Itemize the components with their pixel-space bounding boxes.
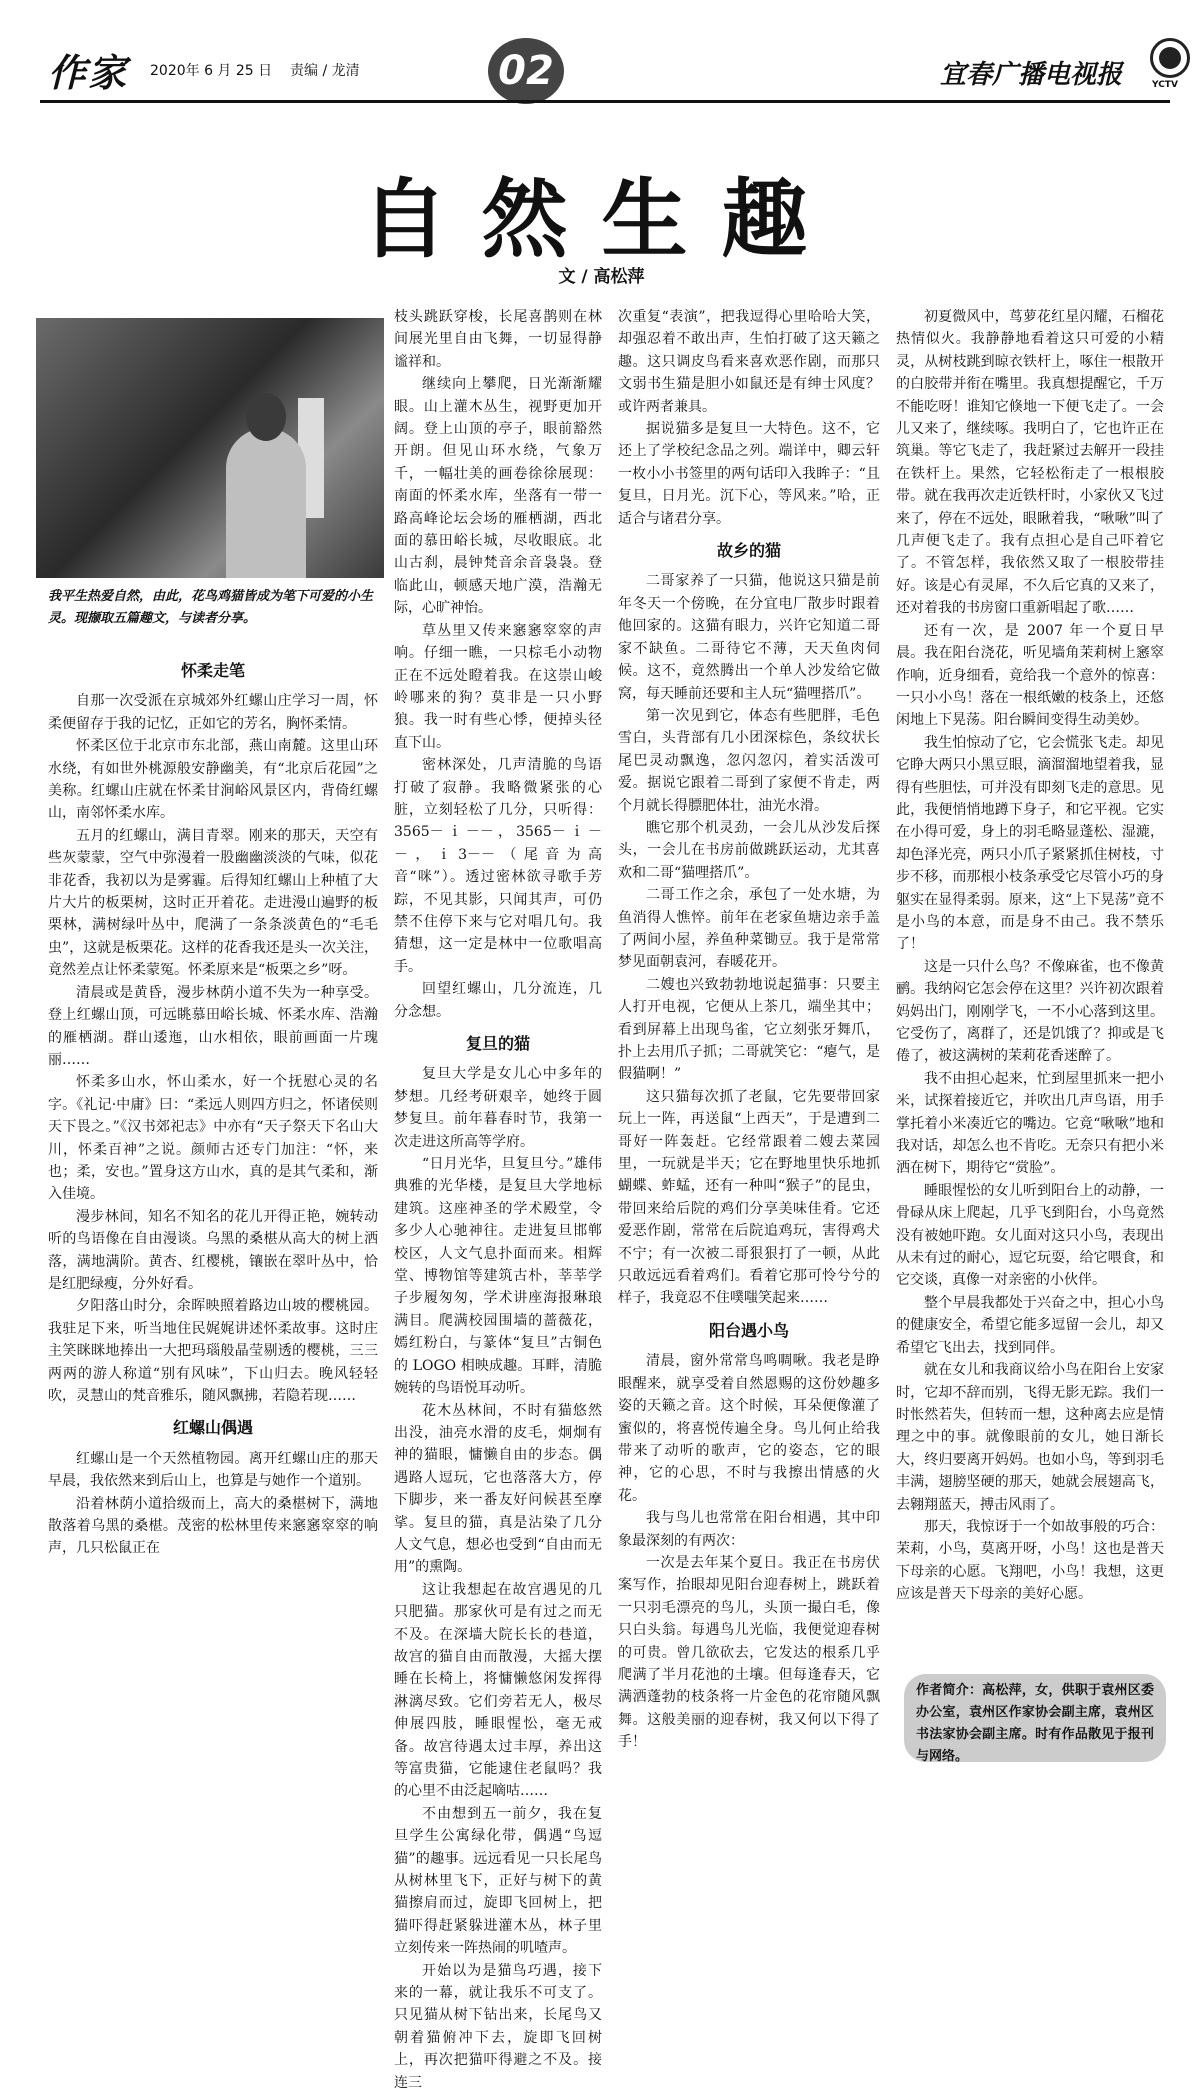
paragraph: 这是一只什么鸟？不像麻雀，也不像黄鹂。我纳闷它怎会停在这里？兴许初次跟着妈妈出门，刚刚学飞，一不小心落到这里。它受伤了，离群了，还是饥饿了？抑或是飞倦了，被这满树的茉莉花香迷醉了。 (896, 958, 1164, 1065)
paragraph: 这让我想起在故宫遇见的几只肥猫。那家伙可是有过之而无不及。在深墙大院长长的巷道，故宫的猫自由而散漫，大摇大摆睡在长椅上，将慵懒悠闲发挥得淋漓尽致。它们旁若无人，极尽伸展四肢，睡眼惺忪，毫无戒备。故宫待遇太过丰厚，养出这等富贵猫，它能逮住老鼠吗？我的心里不由泛起嘀咕…… (394, 1581, 602, 1800)
paragraph: 草丛里又传来窸窸窣窣的声响。仔细一瞧，一只棕毛小动物正在不远处瞪着我。在这崇山峻岭哪来的狗？莫非是一只小野狼。我一时有些心悸，便掉头径直下山。 (394, 622, 602, 751)
photo-person-head (246, 393, 286, 441)
paragraph: 我生怕惊动了它，它会慌张飞走。却见它睁大两只小黑豆眼，滴溜溜地望着我，显得有些胆怯，可并没有即刻飞走的意思。见此，我便悄悄地蹲下身子，和它平视。它实在小得可爱，身上的羽毛略显蓬松、湿漉，却色泽光亮，两只小爪子紧紧抓住树枝，寸步不移，而那根小枝条承受它尽管小巧的身躯实在显得柔弱。原来，这“上下晃荡”竟不是小鸟的本意，而是身不由己。我不禁乐了！ (896, 734, 1164, 953)
paragraph: 二哥工作之余，承包了一处水塘，为鱼消得人憔悴。前年在老家鱼塘边亲手盖了两间小屋，养鱼种菜锄豆。我于是常常梦见面朝袁河，春暖花开。 (618, 887, 880, 971)
paragraph: 清晨或是黄昏，漫步林荫小道不失为一种享受。登上红螺山顶，可远眺慕田峪长城、怀柔水库、浩瀚的雁栖湖。群山逶迤，山水相依，眼前画面一片瑰丽…… (48, 984, 378, 1068)
logo-text: YCTV (1152, 80, 1178, 90)
section-heading: 怀柔走笔 (180, 661, 245, 680)
masthead-rule (40, 100, 1170, 103)
paragraph: 次重复“表演”，把我逗得心里哈哈大笑，却强忍着不敢出声，生怕打破了这天籁之趣。这只调皮鸟看来喜欢恶作剧，而那只文弱书生猫是胆小如鼠还是有绅士风度？或许两者兼具。 (618, 309, 880, 415)
paragraph: 五月的红螺山，满目青翠。刚来的那天，天空有些灰蒙蒙，空气中弥漫着一股幽幽淡淡的气味，似花非花香，我初以为是雾霾。后得知红螺山上种植了大片大片的板栗树，这时正开着花。走进漫山遍野的板栗林，满树绿叶丛中，爬满了一条条淡黄色的“毛毛虫”，这就是板栗花。这样的花香我还是头一次关注，竟然差点让怀柔蒙冤。怀柔原来是“板栗之乡”呀。 (48, 827, 378, 979)
paragraph: 二嫂也兴致勃勃地说起猫事：只要主人打开电视，它便从上茶几，端坐其中；看到屏幕上出现鸟雀，它立刻张牙舞爪，扑上去用爪子抓；二哥就笑它：“瘪气，是假猫啊！” (618, 976, 880, 1083)
article-title: 自然生趣 (361, 170, 842, 270)
paragraph: 枝头跳跃穿梭，长尾喜鹊则在林间展光里自由飞舞，一切显得静谧祥和。 (394, 309, 602, 370)
author-bio: 作者简介：高松萍，女，供职于袁州区委办公室，袁州区作家协会副主席，袁州区书法家协会副主席。时有作品散见于报刊与网络。 (904, 1674, 1166, 1762)
paragraph: 夕阳落山时分，余晖映照着路边山坡的樱桃园。我驻足下来，听当地住民娓娓讲述怀柔故事。这时庄主笑眯眯地捧出一大把玛瑙般晶莹剔透的樱桃，三三两两的游人称道“别有风味”，下山归去。晚风轻轻吹，灵慧山的梵音雅乐，随风飘拂，若隐若现…… (48, 1298, 378, 1404)
paragraph: 我不由担心起来，忙到屋里抓来一把小米，试探着接近它，并吹出几声鸟语，用手掌托着小米凑近它的嘴边。它竟“啾啾”地和我对话，却怎么也不肯吃。无奈只有把小米洒在树下，期待它“赏脸”。 (896, 1070, 1164, 1177)
paragraph: 怀柔区位于北京市东北部，燕山南麓。这里山环水绕，有如世外桃源般安静幽美，有“北京后花园”之美称。红螺山庄就在怀柔甘涧峪风景区内，背倚红螺山，南邻怀柔水库。 (48, 738, 378, 822)
paper-name: 宜春广播电视报 (940, 60, 1123, 90)
masthead (0, 0, 1203, 110)
paragraph: 一次是去年某个夏日。我正在书房伏案写作，抬眼却见阳台迎春树上，跳跃着一只羽毛漂亮的鸟儿，头顶一撮白毛，像只白头翁。每遇鸟儿光临，我便觉迎春树的可贵。曾几欲砍去，它发达的根系几乎爬满了半月花池的土壤。但每逢春天，它满洒蓬勃的枝条将一片金色的花帘随风飘舞。这般美丽的迎春树，我又何以下得了手！ (618, 1554, 880, 1751)
paragraph: 怀柔多山水，怀山柔水，好一个抚慰心灵的名字。《礼记·中庸》曰：“柔远人则四方归之，怀诸侯则天下畏之。”《汉书郊祀志》中亦有“天子祭天下名山大川，怀柔百神”之说。颜师古还专门加注：“怀，来也；柔，安也。”置身这方山水，真的是其气柔和，渐入佳境。 (48, 1074, 378, 1203)
issue-date: 2020年 6 月 25 日 (150, 63, 273, 79)
paragraph: 清晨，窗外常常鸟鸣啁啾。我老是睁眼醒来，就享受着自然恩赐的这份妙趣多姿的天籁之音。这个时候，耳朵便像灌了蜜似的，将喜悦传遍全身。鸟儿何止给我带来了动听的歌声，它的姿态，它的眼神，它的心思，不时与我擦出情感的火花。 (618, 1353, 880, 1504)
paragraph: 这只猫每次抓了老鼠，它先要带回家玩上一阵，再送鼠“上西天”，于是遭到二哥好一阵轰赶。它经常跟着二嫂去菜园里，一玩就是半天；它在野地里快乐地抓蝴蝶、蚱蜢，还有一种叫“猴子”的昆虫，带回来给后院的鸡们分享美味佳肴。它还爱恶作剧，常常在后院追鸡玩，害得鸡犬不宁；有一次被二哥狠狠打了一顿，从此只敢远远看着鸡们。看着它那可怜兮兮的样子，我竟忍不住噗嗤笑起来…… (618, 1088, 880, 1307)
paragraph: 漫步林间，知名不知名的花儿开得正艳，婉转动听的鸟语像在自由漫谈。乌黑的桑椹从高大的树上洒落，满地满阶。黄杏、红樱桃，镶嵌在翠叶丛中，恰是红肥绿瘦，分外好看。 (48, 1208, 378, 1292)
paragraph: 自那一次受派在京城郊外红螺山庄学习一周，怀柔便留存于我的记忆，正如它的芳名，胸怀柔情。 (48, 693, 378, 732)
paragraph: 瞧它那个机灵劲，一会儿从沙发后探头，一会儿在书房前做跳跃运动，尤其喜欢和二哥“猫哩搭爪”。 (618, 819, 880, 881)
article-column-3 (618, 306, 880, 1754)
photo-caption: 我平生热爱自然，由此，花鸟鸡猫皆成为笔下可爱的小生灵。现撷取五篇趣文，与读者分享。 (48, 589, 374, 626)
editor-credit: 责编 / 龙清 (290, 63, 360, 79)
paragraph: 沿着林荫小道拾级而上，高大的桑椹树下，满地散落着乌黑的桑椹。茂密的松林里传来窸窸窣窣的响声，几只松鼠正在 (48, 1495, 378, 1557)
paragraph: 整个早晨我都处于兴奋之中，担心小鸟的健康安全，希望它能多逗留一会儿，却又希望它飞出去，找到同伴。 (896, 1294, 1164, 1356)
paragraph: 红螺山是一个天然植物园。离开红螺山庄的那天早晨，我依然来到后山上，也算是与她作一个道别。 (48, 1450, 378, 1490)
paragraph: 就在女儿和我商议给小鸟在阳台上安家时，它却不辞而别，飞得无影无踪。我们一时怅然若失，但转而一想，这种离去应是情理之中的事。就像眼前的女儿，她日渐长大，终归要离开妈妈。也如小鸟，等到羽毛丰满，翅膀坚硬的那天，她就会展翅高飞，去翱翔蓝天，搏击风雨了。 (896, 1362, 1164, 1513)
yctv-logo-icon (1150, 38, 1190, 78)
section-heading: 阳台遇小鸟 (708, 1320, 789, 1340)
section-heading: 复旦的猫 (465, 1034, 530, 1053)
paragraph: 那天，我惊讶于一个如故事般的巧合：茉莉，小鸟，莫离开呀，小鸟！这也是普天下母亲的心愿。飞翔吧，小鸟！我想，这更应该是普天下母亲的美好心愿。 (896, 1518, 1164, 1603)
section-heading: 故乡的猫 (716, 541, 781, 561)
article-column-4 (896, 306, 1164, 1606)
paragraph: 花木丛林间，不时有猫悠然出没，油亮水滑的皮毛，炯炯有神的猫眼，慵懒自由的步态。偶遇路人逗玩，它也落落大方，停下脚步，来一番友好问候甚至摩挲。复旦的猫，真是沾染了几分人文气息，想必也受到“自由而无用”的熏陶。 (394, 1402, 602, 1576)
page-number: 02 (488, 38, 564, 104)
section-heading: 红螺山偶遇 (172, 1418, 253, 1438)
paragraph: 二哥家养了一只猫，他说这只猫是前年冬天一个傍晚，在分宜电厂散步时跟着他回家的。这猫有眼力，兴许它知道二哥家不缺鱼。二哥待它不薄，天天鱼肉伺候。这不，竟然腾出一个单人沙发给它做窝，每天睡前还要和主人玩“猫哩搭爪”。 (618, 573, 880, 702)
paragraph: 密林深处，几声清脆的鸟语打破了寂静。我略微紧张的心脏，立刻轻松了几分，只听得：3565－ｉ－－，3565－ｉ－－，ｉ3－－（尾音为高音“咪”）。透过密林欲寻歌手芳踪，不见其影，只闻其声，可仍禁不住停下来与它对唱几句。我猜想，这一定是林中一位歌唱高手。 (394, 757, 602, 975)
paragraph: 据说猫多是复旦一大特色。这不，它还上了学校纪念品之列。端详中，卿云轩一枚小小书签里的两句话印入我眸子：“且复旦，日月光。沉下心，等风来。”哈，正适合与诸君分享。 (618, 421, 880, 527)
column-title: 作家 (48, 50, 129, 95)
paragraph: 回望红螺山，几分流连，几分念想。 (394, 981, 602, 1020)
article-column-2 (394, 306, 602, 2094)
paragraph: 不由想到五一前夕，我在复旦学生公寓绿化带，偶遇“鸟逗猫”的趣事。远远看见一只长尾鸟从树林里飞下，正好与树下的黄猫擦肩而过，旋即飞回树上，把猫吓得赶紧躲进灌木丛，林子里立刻传来一阵热闹的叽喳声。 (394, 1805, 602, 1957)
article-byline: 文 / 高松萍 (558, 267, 645, 287)
paragraph: 睡眼惺忪的女儿听到阳台上的动静，一骨碌从床上爬起，几乎飞到阳台，小鸟竟然没有被她吓跑。女儿面对这只小鸟，表现出从未有过的耐心，逗它玩耍，给它喂食，和它交谈，真像一对亲密的小伙伴。 (896, 1182, 1164, 1289)
paragraph: 继续向上攀爬，日光渐渐耀眼。山上灌木丛生，视野更加开阔。登上山顶的亭子，眼前豁然开朗。但见山环水绕，气象万千，一幅壮美的画卷徐徐展现：南面的怀柔水库，坐落有一带一路高峰论坛会场的雁栖湖，西北面的慕田峪长城，尽收眼底。北山古刹，晨钟梵音余音袅袅。登临此山，顿感天地广漠，浩瀚无际，心旷神怡。 (394, 376, 602, 617)
paragraph: 开始以为是猫鸟巧遇，接下来的一幕，就让我乐不可支了。只见猫从树下钻出来，长尾鸟又朝着猫俯冲下去，旋即飞回树上，再次把猫吓得避之不及。接连三 (394, 1962, 602, 2091)
article-column-1 (48, 650, 378, 1560)
paragraph: 还有一次，是 2007 年一个夏日早晨。我在阳台浇花，听见墙角茉莉树上窸窣作响，近身细看，竟给我一个意外的惊喜：一只小小鸟！落在一根纸嫩的枝条上，还悠闲地上下晃荡。阳台瞬间变得生动美妙。 (896, 622, 1164, 729)
paragraph: “日月光华，旦复旦兮。”雄伟典雅的光华楼，是复旦大学地标建筑。这座神圣的学术殿堂，令多少人心驰神往。走进复旦邯郸校区，人文气息扑面而来。相辉堂、博物馆等建筑古朴，莘莘学子步履匆匆，学术讲座海报琳琅满目。爬满校园围墙的蔷薇花，嫣红粉白，与篆体“复旦”古铜色的 LOGO 相映成趣。耳畔，清脆婉转的鸟语悦耳动听。 (394, 1156, 602, 1397)
paragraph: 复旦大学是女儿心中多年的梦想。几经考研艰辛，她终于圆梦复旦。前年暮春时节，我第一次走进这所高等学府。 (394, 1066, 602, 1150)
paragraph: 第一次见到它，体态有些肥胖，毛色雪白，头背部有几小团深棕色，条纹状长尾巴灵动飘逸，忽闪忽闪，着实活泼可爱。据说它跟着二哥到了家便不肯走，两个月就长得膘肥体壮，油光水滑。 (618, 707, 880, 814)
paragraph: 我与鸟儿也常常在阳台相遇，其中印象最深刻的有两次： (618, 1510, 880, 1549)
paragraph: 初夏微风中，茑萝花红星闪耀，石榴花热情似火。我静静地看着这只可爱的小精灵，从树枝跳到晾衣铁杆上，啄住一根散开的白胶带并衔在嘴里。我真想提醒它，千万不能吃呀！谁知它倏地一下便飞走了。一会儿又来了，继续啄。我明白了，它也许正在筑巢。等它飞走了，我赶紧过去解开一段挂在铁杆上。果然，它轻松衔走了一根根胶带。就在我再次走近铁杆时，小家伙又飞过来了，停在不远处，眼瞅着我，“啾啾”叫了几声便飞走了。我有点担心是自己吓着它了。不管怎样，我依然又取了一根胶带挂好。该是心有灵犀，不久后它真的又来了，还对着我的书房窗口重新唱起了歌…… (896, 309, 1164, 617)
author-photo (36, 318, 384, 578)
photo-person (226, 428, 306, 578)
